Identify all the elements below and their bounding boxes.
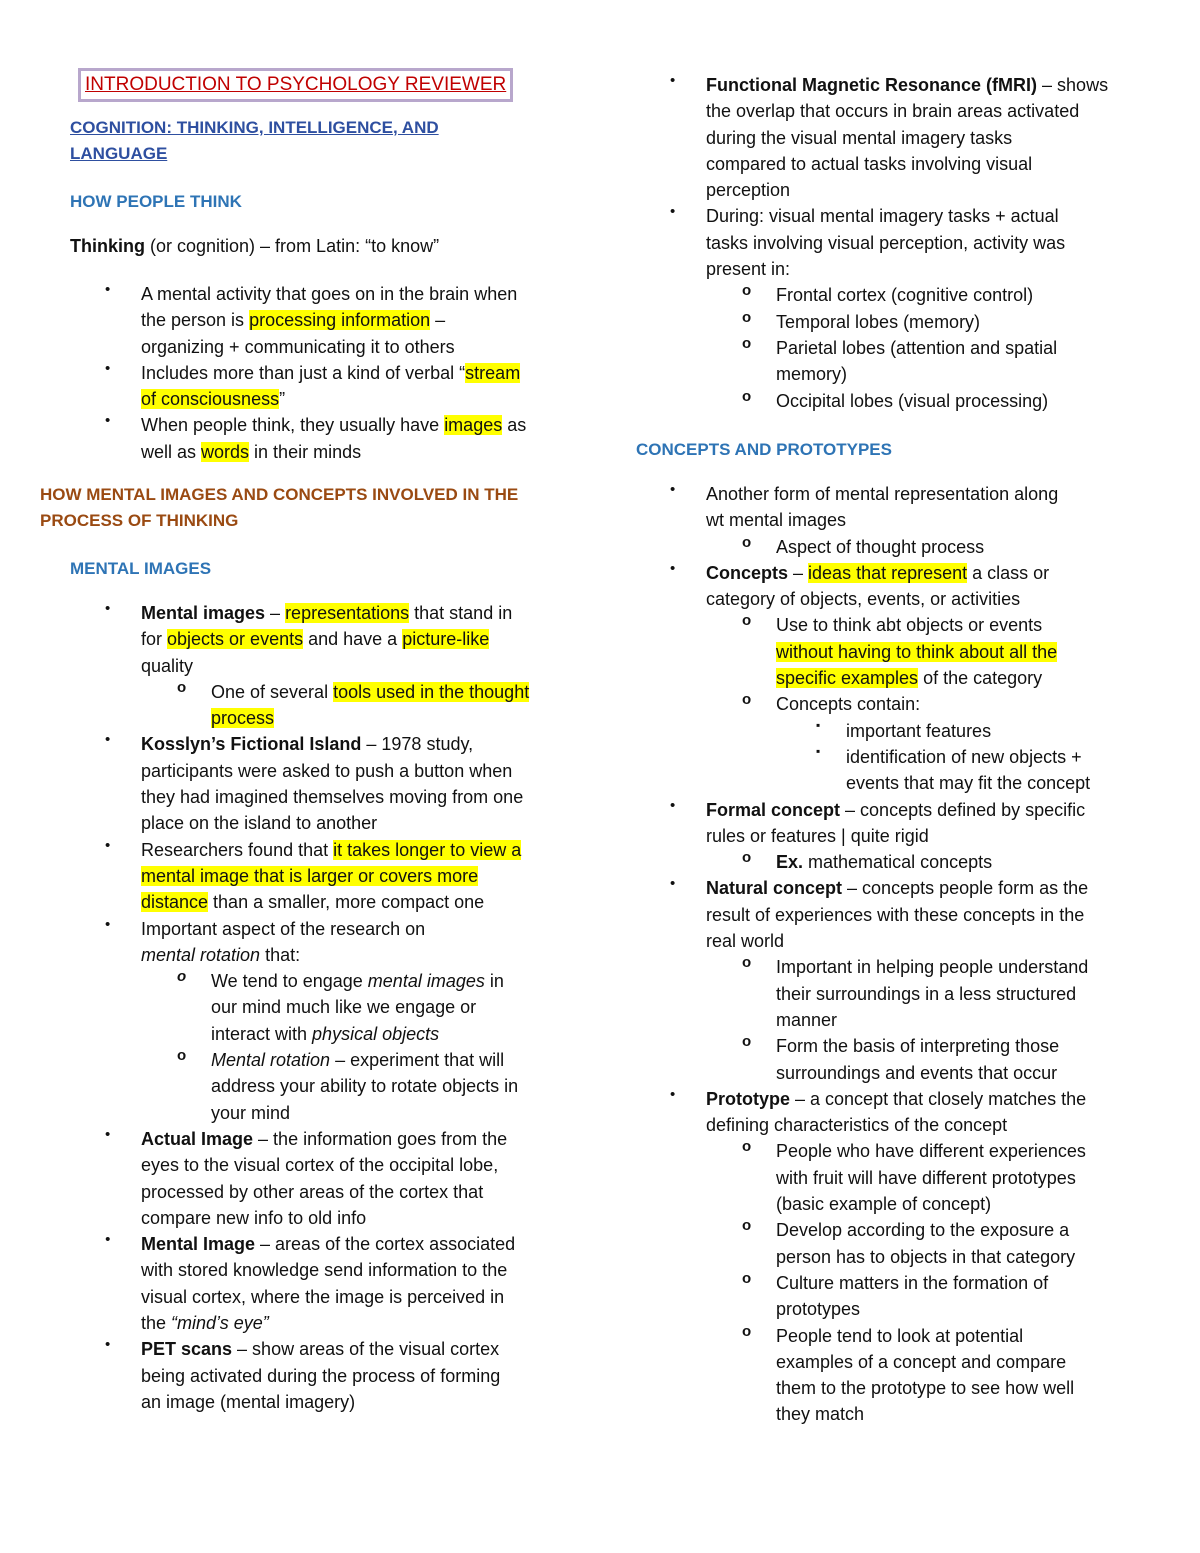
sub-list-item: o Develop according to the exposure a person has to objects in that category: [742, 1217, 1076, 1267]
bullet-marker: •: [105, 836, 111, 854]
list-item: • Functional Magnetic Resonance (fMRI) – shows the overlap that occurs in brain areas activated during the visual mental imagery tasks compared to actual tasks involving visual perception: [670, 72, 1109, 201]
bullet-marker: •: [670, 72, 676, 89]
circle-marker: o: [742, 691, 752, 709]
bullet-marker: •: [105, 281, 111, 298]
bullet-marker: •: [670, 203, 676, 221]
circle-marker: o: [742, 533, 752, 551]
bullet-marker: •: [105, 600, 111, 617]
bullet-marker: •: [670, 1085, 676, 1103]
section-title: COGNITION: THINKING, INTELLIGENCE, AND LANGUAGE: [70, 118, 439, 163]
sub-list-item: o Parietal lobes (attention and spatial memory): [742, 334, 1058, 385]
bullet-marker: •: [670, 481, 676, 498]
sub-list-item: o People who have different experiences with fruit will have different prototypes (basic example of concept): [742, 1138, 1086, 1215]
sub-sub-list-item: ▪ important features: [816, 717, 992, 741]
circle-marker: o: [742, 954, 752, 972]
mental-images-bullets: [105, 600, 530, 1415]
bullet-marker: •: [105, 915, 111, 933]
list-item: • Formal concept – concepts defined by specific rules or features | quite rigid o Ex. mathematical concepts: [706, 797, 1090, 876]
sub-list-item: o Culture matters in the formation of prototypes: [742, 1269, 1049, 1320]
list-item: • Mental images – representations that stand in for objects or events and have a picture-like quality o One of several tools used in the thought process: [141, 600, 529, 731]
circle-marker: o: [742, 387, 752, 405]
concepts-bullets: [670, 481, 1091, 1428]
circle-marker: o: [742, 1322, 752, 1340]
circle-marker: o: [742, 612, 752, 630]
square-marker: ▪: [816, 743, 821, 758]
heading-mental-images: MENTAL IMAGES: [70, 559, 212, 578]
thinking-bullets: [105, 281, 527, 465]
sub-sub-list-item: ▪ identification of new objects + events that may fit the concept: [816, 743, 1091, 794]
square-marker: ▪: [816, 717, 821, 732]
list-item: • Mental Image – areas of the cortex associated with stored knowledge send information to the visual cortex, where the image is perceived in the “mind’s eye”: [105, 1231, 516, 1334]
list-item: • Important aspect of the research on mental rotation that: o We tend to engage mental images in our mind much like we engage or interact with physical objects o Mental rotation – experiment that will address your ability to rotate objects in your mind: [141, 916, 529, 1126]
sub-list-item: o Important in helping people understand their surroundings in a less structured manner: [742, 954, 1089, 1030]
sub-list-item: o Temporal lobes (memory): [742, 308, 981, 332]
bullet-marker: •: [670, 875, 676, 893]
list-item: • Concepts – ideas that represent a class or category of objects, events, or activities o Use to think abt objects or events without having to think about all the specific examples of the category o Concepts contain: ▪ important features ▪ identification of new objects + events that may fit the concept: [706, 560, 1090, 797]
circle-marker: o: [742, 1217, 752, 1235]
sub-list-item: o Occipital lobes (visual processing): [742, 387, 1049, 411]
list-item: • Natural concept – concepts people form as the result of experiences with these concepts in the real world o Important in helping people understand their surroundings in a less structured manner o Form the basis of interpreting those surroundings and events that occur: [706, 875, 1090, 1085]
list-item: • Prototype – a concept that closely matches the defining characteristics of the concept o People who have different experiences with fruit will have different prototypes (basic example of concept) o Develop according to the exposure a person has to objects in that category o Culture matters in the formation of prototypes o People tend to look at potential examples of a concept and compare them to the prototype to see how well they match: [706, 1086, 1090, 1428]
bullet-marker: •: [105, 731, 111, 749]
circle-marker: o: [742, 308, 752, 326]
fmri-bullets: [670, 72, 1109, 414]
circle-marker: o: [742, 849, 752, 867]
list-item: • Another form of mental representation along wt mental images o Aspect of thought process: [706, 481, 1090, 560]
bullet-marker: •: [105, 359, 111, 377]
sub-list-item: o Frontal cortex (cognitive control): [742, 282, 1034, 306]
sub-list-item: o Mental rotation – experiment that will address your ability to rotate objects in your mind: [177, 1047, 519, 1123]
sub-list-item: o Ex. mathematical concepts: [742, 849, 993, 873]
heading-how-mental-images: HOW MENTAL IMAGES AND CONCEPTS INVOLVED IN THE PROCESS OF THINKING: [40, 485, 519, 531]
list-item: • Actual Image – the information goes from the eyes to the visual cortex of the occipital lobe, processed by other areas of the cortex that compare new info to old info: [105, 1125, 508, 1228]
bullet-marker: •: [670, 559, 676, 577]
sub-list-item: o Concepts contain: ▪ important features ▪ identification of new objects + events that may fit the concept: [776, 691, 1090, 796]
sub-list-item: o Form the basis of interpreting those surroundings and events that occur: [742, 1033, 1060, 1083]
list-item: • A mental activity that goes on in the brain when the person is processing information – organizing + communicating it to others: [105, 281, 518, 357]
circle-marker: o: [742, 1138, 752, 1156]
heading-how-people-think: HOW PEOPLE THINK: [70, 192, 242, 211]
list-item: • Includes more than just a kind of verbal “stream of consciousness”: [105, 359, 521, 410]
sub-list-item: o We tend to engage mental images in our mind much like we engage or interact with physical objects: [177, 968, 504, 1044]
circle-marker: o: [742, 282, 752, 300]
bullet-marker: •: [105, 1231, 111, 1249]
circle-marker: o: [742, 334, 752, 352]
sub-list-item: o One of several tools used in the thought process: [177, 678, 530, 729]
circle-marker: o: [742, 1033, 752, 1051]
list-item: • During: visual mental imagery tasks + actual tasks involving visual perception, activity was present in: o Frontal cortex (cognitive control) o Temporal lobes (memory) o Parietal lobes (attention and spatial memory) o Occipital lobes (visual processing): [706, 203, 1108, 413]
list-item: • When people think, they usually have images as well as words in their minds: [105, 412, 527, 462]
bullet-marker: •: [105, 412, 111, 430]
list-item: • Kosslyn’s Fictional Island – 1978 study, participants were asked to push a button when they had imagined themselves moving from one place on the island to another: [105, 731, 524, 834]
list-item: • PET scans – show areas of the visual cortex being activated during the process of forming an image (mental imagery): [105, 1336, 501, 1412]
circle-marker: o: [742, 1269, 752, 1287]
sub-list-item: o People tend to look at potential examples of a concept and compare them to the prototype to see how well they match: [742, 1322, 1075, 1425]
bullet-marker: •: [105, 1336, 111, 1354]
bullet-marker: •: [105, 1125, 111, 1143]
document-title: INTRODUCTION TO PSYCHOLOGY REVIEWER: [78, 68, 513, 102]
heading-concepts-prototypes: CONCEPTS AND PROTOTYPES: [636, 440, 892, 459]
thinking-definition: Thinking (or cognition) – from Latin: “to know”: [70, 236, 440, 256]
circle-marker: o: [177, 1047, 187, 1065]
list-item: • Researchers found that it takes longer to view a mental image that is larger or covers more distance than a smaller, more compact one: [105, 836, 522, 913]
sub-list-item: o Aspect of thought process: [742, 533, 985, 557]
circle-marker: o: [177, 968, 187, 986]
bullet-marker: •: [670, 796, 676, 814]
sub-list-item: o Use to think abt objects or events without having to think about all the specific examples of the category: [742, 612, 1058, 689]
circle-marker: o: [177, 678, 187, 696]
